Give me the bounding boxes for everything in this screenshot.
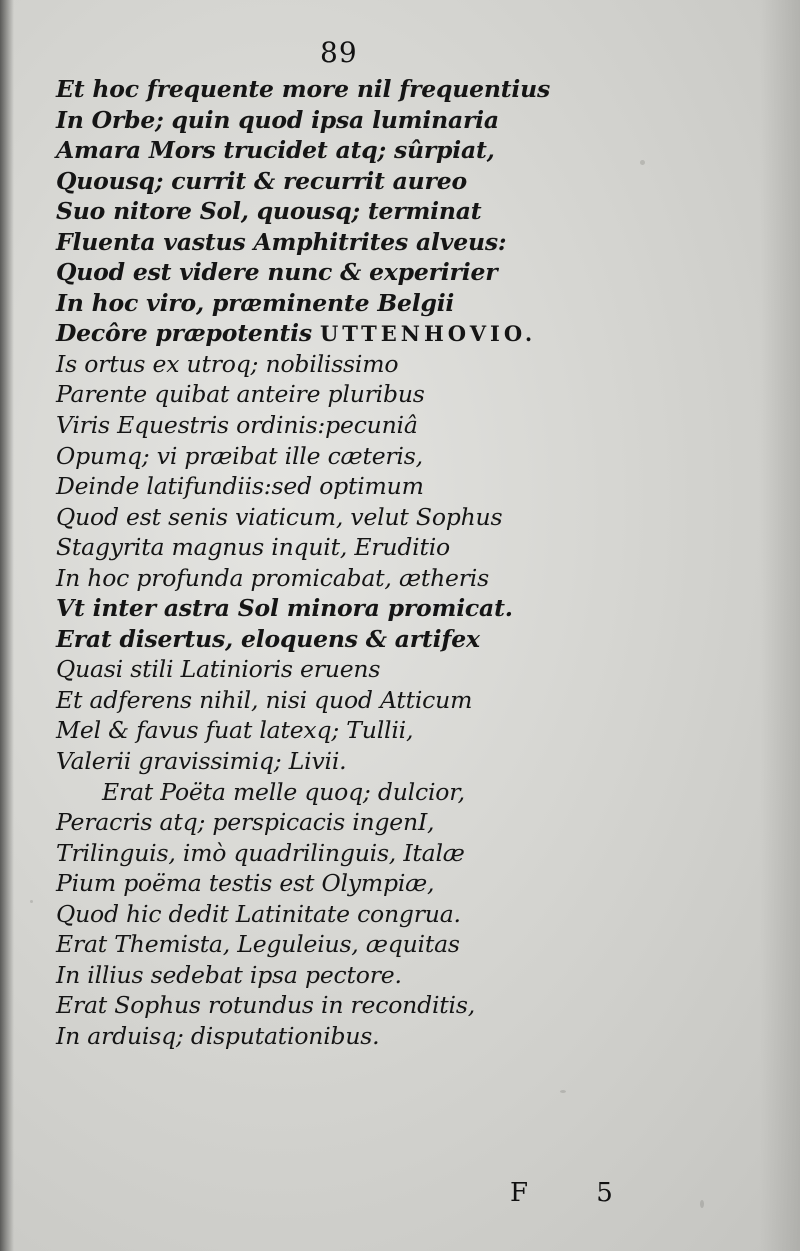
verse-line [56, 532, 776, 563]
verse-line [56, 257, 776, 288]
verse-line-text: Et hoc frequente more nil frequentius [56, 75, 551, 103]
verse-line [56, 166, 776, 197]
verse-line [56, 868, 776, 899]
verse-line-text: Stagyrita magnus inquit, Eruditio [56, 533, 451, 562]
verse-line [56, 1021, 776, 1052]
verse-line-text: Deinde latifundiis:sed optimum [56, 472, 424, 501]
verse-line-text: Parente quibat anteire pluribus [56, 380, 425, 409]
verse-line [56, 715, 776, 746]
verse-line-text: Mel & favus fuat latexq; Tullii, [56, 716, 414, 745]
verse-line [56, 960, 776, 991]
signature-mark: F 5 [510, 1178, 643, 1208]
verse-line-text: Fluenta vastus Amphitrites alveus: [56, 227, 507, 256]
verse-line [56, 441, 776, 472]
gutter-shadow [0, 0, 14, 1251]
verse-line-text: Peracris atq; perspicacis ingenI, [56, 808, 435, 837]
verse-line [56, 135, 776, 166]
verse-line [56, 685, 776, 716]
verse-line [56, 379, 776, 410]
verse-line-text: Erat Sophus rotundus in reconditis, [56, 991, 475, 1020]
verse-line-text: Is ortus ex utroq; nobilissimo [56, 349, 399, 378]
verse-line-text: Trilinguis, imò quadrilinguis, Italæ [56, 838, 465, 867]
verse-line-text: Erat disertus, eloquens & artifex [56, 624, 480, 653]
verse-line-text: Suo nitore Sol, quousq; terminat [56, 197, 482, 226]
verse-line [56, 471, 776, 502]
verse-line-text: Et adferens nihil, nisi quod Atticum [56, 685, 473, 714]
verse-line [56, 838, 776, 869]
verse-line [56, 746, 776, 777]
small-caps-name: UTTENHOVIO. [319, 321, 537, 347]
verse-line-text: Erat Poëta melle quoq; dulcior, [102, 777, 465, 806]
verse-line-text: In hoc viro, præminente Belgii [56, 288, 455, 317]
paper-speck [560, 1090, 566, 1093]
verse-line-text: Viris Equestris ordinis:pecuniâ [56, 411, 418, 440]
verse-line-text: Quasi stili Latinioris eruens [56, 655, 381, 684]
verse-line [56, 196, 776, 227]
verse-line [56, 349, 776, 380]
verse-line-text: In hoc profunda promicabat, ætheris [56, 563, 489, 592]
verse-line [56, 563, 776, 594]
verse-line [56, 318, 776, 349]
verse-line-text: Valerii gravissimiq; Livii. [56, 747, 347, 776]
verse-line-text: In arduisq; disputationibus. [56, 1021, 380, 1050]
verse-line-text: Erat Themista, Leguleius, æquitas [56, 930, 460, 959]
verse-line [56, 624, 776, 655]
verse-line [56, 74, 776, 105]
verse-line [56, 990, 776, 1021]
verse-line [56, 807, 776, 838]
poem-text [56, 74, 776, 1052]
paper-speck [700, 1200, 704, 1208]
verse-line-text: Opumq; vi præibat ille cæteris, [56, 441, 423, 470]
verse-line-text: Quod est senis viaticum, velut Sophus [56, 502, 503, 531]
verse-line-text: Quod est videre nunc & experirier [56, 258, 498, 287]
verse-line [56, 593, 776, 624]
verse-line [56, 777, 776, 808]
verse-line-text: Amara Mors trucidet atq; sûrpiat, [56, 136, 495, 165]
verse-line [56, 105, 776, 136]
verse-line-text: Quod hic dedit Latinitate congrua. [56, 899, 461, 928]
verse-line [56, 227, 776, 258]
verse-line [56, 288, 776, 319]
verse-line-text: Vt inter astra Sol minora promicat. [56, 594, 513, 623]
verse-line-text: In Orbe; quin quod ipsa luminaria [56, 105, 499, 134]
page-number: 89 [320, 36, 358, 69]
verse-line [56, 502, 776, 533]
verse-line [56, 929, 776, 960]
verse-line-text: Pium poëma testis est Olympiæ, [56, 869, 435, 898]
verse-line-text: Decôre præpotentis [56, 319, 320, 348]
paper-speck [30, 900, 33, 903]
verse-line-text: Quousq; currit & recurrit aureo [56, 166, 467, 195]
verse-line-text: In illius sedebat ipsa pectore. [56, 960, 402, 989]
verse-line [56, 654, 776, 685]
verse-line [56, 410, 776, 441]
verse-line [56, 899, 776, 930]
